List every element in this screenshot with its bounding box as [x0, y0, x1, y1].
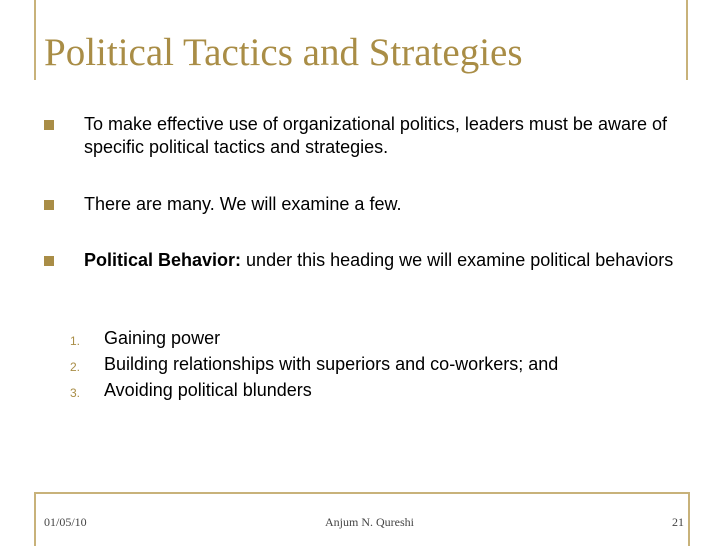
footer-author: Anjum N. Qureshi: [325, 515, 414, 529]
list-number-3: 3.: [70, 386, 81, 400]
bullet-text-3: [84, 249, 694, 272]
footer-date: 01/05/10: [44, 515, 87, 529]
footer-page-number: 21: [672, 515, 684, 529]
list-item-3: Avoiding political blunders: [104, 380, 312, 400]
list-item-1: Gaining power: [104, 328, 221, 348]
bullet-text-3-body: under this heading we will examine political behaviors: [241, 250, 674, 270]
list-number-1: 1.: [70, 334, 81, 348]
bullet-text-1: To make effective use of organizational politics, leaders must be aware of specific political tactics and strategies.: [84, 114, 667, 157]
frame-line-left-top: [34, 0, 36, 80]
bullet-text-2: There are many. We will examine a few.: [84, 194, 402, 214]
square-bullet-icon: [44, 256, 54, 266]
slide-title: Political Tactics and Strategies: [44, 31, 523, 74]
list-item-2: Building relationships with superiors and co-workers; and: [104, 354, 559, 374]
square-bullet-icon: [44, 200, 54, 210]
square-bullet-icon: [44, 120, 54, 130]
bullet-bold-heading: Political Behavior:: [84, 250, 242, 270]
frame-line-bottom-left: [34, 492, 36, 546]
frame-line-bottom-right: [688, 492, 690, 546]
frame-line-bottom: [34, 492, 690, 494]
frame-line-right-top: [686, 0, 688, 80]
list-number-2: 2.: [70, 360, 81, 374]
